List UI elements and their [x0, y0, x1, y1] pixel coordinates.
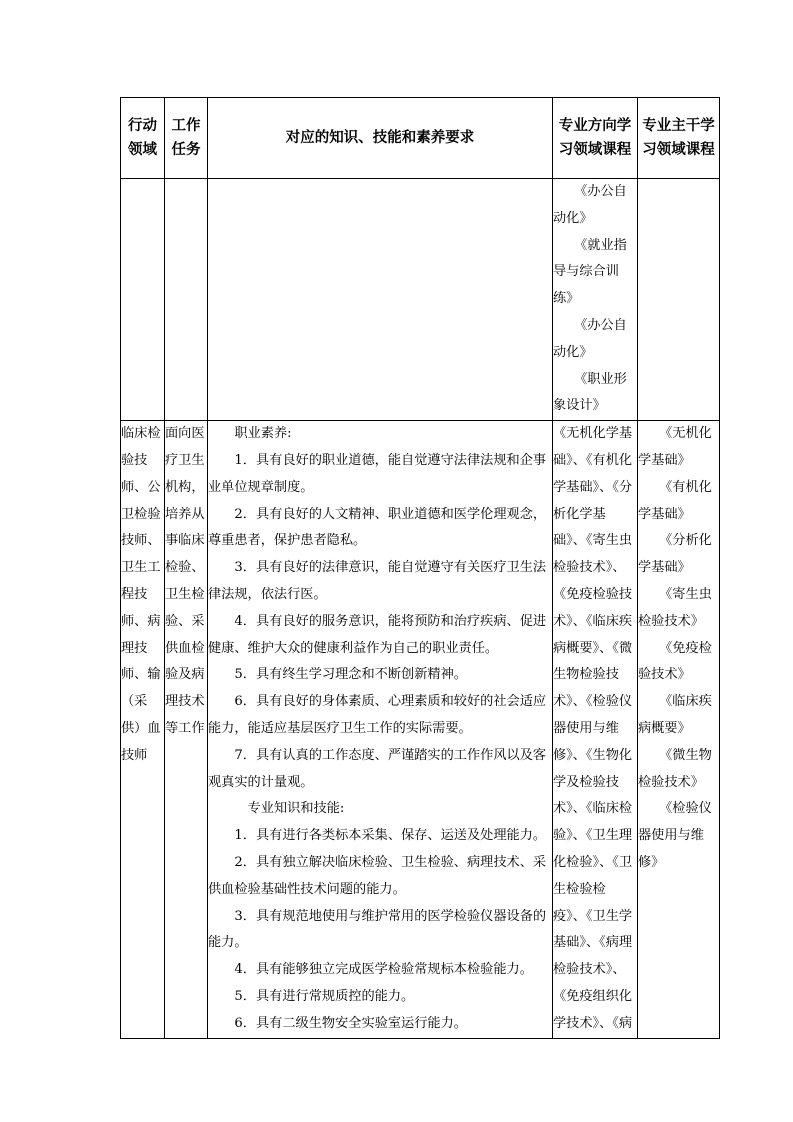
empty-cell	[121, 179, 165, 421]
header-direction-courses: 专业方向学习领域课程	[553, 98, 638, 179]
course-item: 《免疫检验技术》	[638, 640, 712, 683]
course-list: 《无机化学基础》、《有机化学基础》、《分析化学基础》、《寄生虫检验技术》、《免疫检验技术》、《临床疾病概要》、《微生物检验技术》、《检验仪器使用与维修》、《生物化学及检验技术》、《临床检验》、《卫生理化检验》、《卫生检验检疫》、《卫生学基础》、《病理检验技术》、《免疫组织化学技术》、《病	[553, 426, 633, 1031]
course-item: 《寄生虫检验技术》	[638, 586, 712, 629]
header-work-task: 工作任务	[165, 98, 208, 179]
direction-courses-cell	[553, 421, 638, 1038]
course-item: 《分析化学基础》	[638, 533, 712, 576]
requirement-item: 5．具有终生学习理念和不断创新精神。	[234, 667, 467, 683]
course-item: 《检验仪器使用与维修》	[638, 801, 712, 870]
empty-cell	[165, 179, 208, 421]
course-item: 《无机化学基础》	[638, 426, 712, 468]
curriculum-table	[120, 97, 720, 1039]
table-row	[121, 421, 720, 1038]
requirement-item: 1．具有良好的职业道德，能自觉遵守法律法规和企事业单位规章制度。	[208, 452, 547, 495]
requirement-item: 3．具有良好的法律意识，能自觉遵守有关医疗卫生法律法规，依法行医。	[208, 560, 547, 602]
action-field-cell: 临床检验技师、公卫检验技师、卫生工程技师、病理技师、输（采供）血技师	[121, 421, 165, 1038]
requirement-item: 3．具有规范地使用与维护常用的医学检验仪器设备的能力。	[208, 908, 547, 951]
section-title: 职业素养:	[234, 426, 292, 442]
requirement-item: 6．具有良好的身体素质、心理素质和较好的社会适应能力，能适应基层医疗卫生工作的实际需要。	[208, 694, 547, 736]
requirement-item: 7．具有认真的工作态度、严谨踏实的工作作风以及客观真实的计量观。	[208, 747, 547, 790]
course-item: 《临床疾病概要》	[638, 694, 712, 736]
header-action-field: 行动领域	[121, 98, 165, 179]
table-header-row	[121, 98, 720, 179]
requirement-item: 4．具有良好的服务意识，能将预防和治疗疾病、促进健康、维护大众的健康利益作为自己的职业责任。	[208, 613, 547, 656]
requirement-item: 2．具有良好的人文精神、职业道德和医学伦理观念，尊重患者，保护患者隐私。	[208, 506, 547, 549]
work-task-cell: 面向医疗卫生机构，培养从事临床检验、卫生检验、采供血检验及病理技术等工作	[165, 421, 208, 1038]
header-core-courses: 专业主干学习领域课程	[638, 98, 720, 179]
course-item: 《职业形象设计》	[553, 371, 627, 414]
course-item: 《有机化学基础》	[638, 479, 712, 522]
course-item: 《办公自动化》	[553, 317, 627, 360]
course-item: 《微生物检验技术》	[638, 747, 712, 790]
table-row	[121, 179, 720, 421]
header-requirements: 对应的知识、技能和素养要求	[208, 98, 553, 179]
requirement-item: 1．具有进行各类标本采集、保存、运送及处理能力。	[234, 828, 547, 844]
requirement-item: 5．具有进行常规质控的能力。	[234, 988, 415, 1004]
course-item: 《办公自动化》	[553, 184, 627, 226]
empty-cell	[208, 179, 553, 421]
requirement-item: 4．具有能够独立完成医学检验常规标本检验能力。	[234, 962, 533, 978]
course-item: 《就业指导与综合训练》	[553, 237, 627, 307]
core-courses-cell	[638, 421, 720, 1038]
empty-cell	[638, 179, 720, 421]
direction-courses-cell	[553, 179, 638, 421]
requirements-cell	[208, 421, 553, 1038]
requirement-item: 2．具有独立解决临床检验、卫生检验、病理技术、采供血检验基础性技术问题的能力。	[208, 854, 547, 897]
section-title: 专业知识和技能:	[247, 801, 345, 817]
requirement-item: 6．具有二级生物安全实验室运行能力。	[234, 1015, 467, 1031]
